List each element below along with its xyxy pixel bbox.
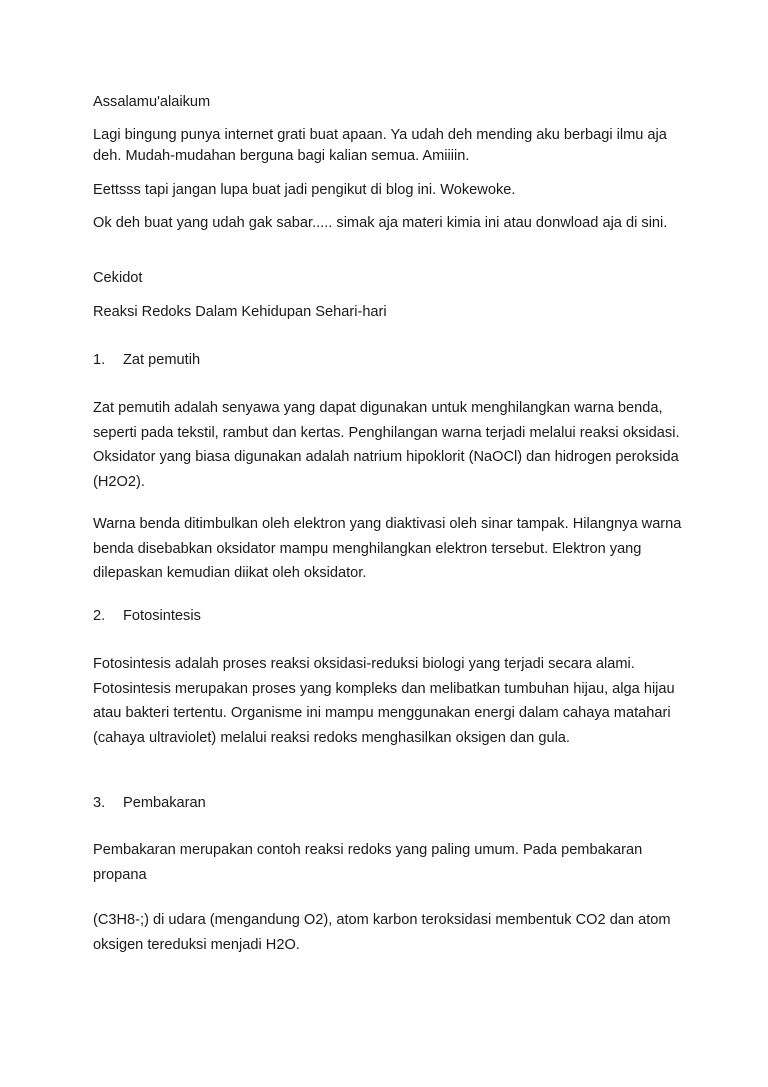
section-title: Pembakaran [123,795,206,811]
intro-paragraph-2: Eettsss tapi jangan lupa buat jadi pengikut di blog ini. Wokewoke. [93,182,516,198]
intro-paragraph-1: Lagi bingung punya internet grati buat apaan. Ya udah deh mending aku berbagi ilmu aja deh. Mudah-mudahan berguna bagi kalian semua. Amiiiin. [93,127,667,164]
section-2-paragraph-1: Fotosintesis adalah proses reaksi oksidasi-reduksi biologi yang terjadi secara alami. Fotosintesis merupakan proses yang kompleks dan melibatkan tumbuhan hijau, alga hijau atau bakteri tertentu. Organisme ini mampu menggunakan energi dalam cahaya matahari (cahaya ultraviolet) melalui reaksi redoks menghasilkan oksigen dan gula. [93,656,675,746]
section-title: Zat pemutih [123,352,201,368]
intro-paragraph-3: Ok deh buat yang udah gak sabar..... simak aja materi kimia ini atau donwload aja di sini. [93,215,668,231]
document-title: Reaksi Redoks Dalam Kehidupan Sehari-hari [93,304,387,320]
section-3-paragraph-1: Pembakaran merupakan contoh reaksi redoks yang paling umum. Pada pembakaran propana [93,842,643,883]
section-number: 3. [93,795,106,811]
section-1-paragraph-1: Zat pemutih adalah senyawa yang dapat digunakan untuk menghilangkan warna benda, seperti pada tekstil, rambut dan kertas. Penghilangan warna terjadi melalui reaksi oksidasi. Oksidator yang biasa digunakan adalah natrium hipoklorit (NaOCl) dan hidrogen peroksida (H2O2). [93,400,680,490]
section-3-paragraph-2: (C3H8-;) di udara (mengandung O2), atom karbon teroksidasi membentuk CO2 dan atom oksigen tereduksi menjadi H2O. [93,912,671,953]
section-heading-2 [93,606,201,627]
section-1-paragraph-2: Warna benda ditimbulkan oleh elektron yang diaktivasi oleh sinar tampak. Hilangnya warna benda disebabkan oksidator mampu menghilangkan elektron tersebut. Elektron yang dilepaskan kemudian diikat oleh oksidator. [93,516,682,581]
section-number: 1. [93,352,106,368]
section-number: 2. [93,608,106,624]
greeting-text: Assalamu'alaikum [93,94,211,110]
section-heading-3 [93,793,206,814]
cekidot-text: Cekidot [93,270,143,286]
section-title: Fotosintesis [123,608,201,624]
section-heading-1 [93,350,200,371]
